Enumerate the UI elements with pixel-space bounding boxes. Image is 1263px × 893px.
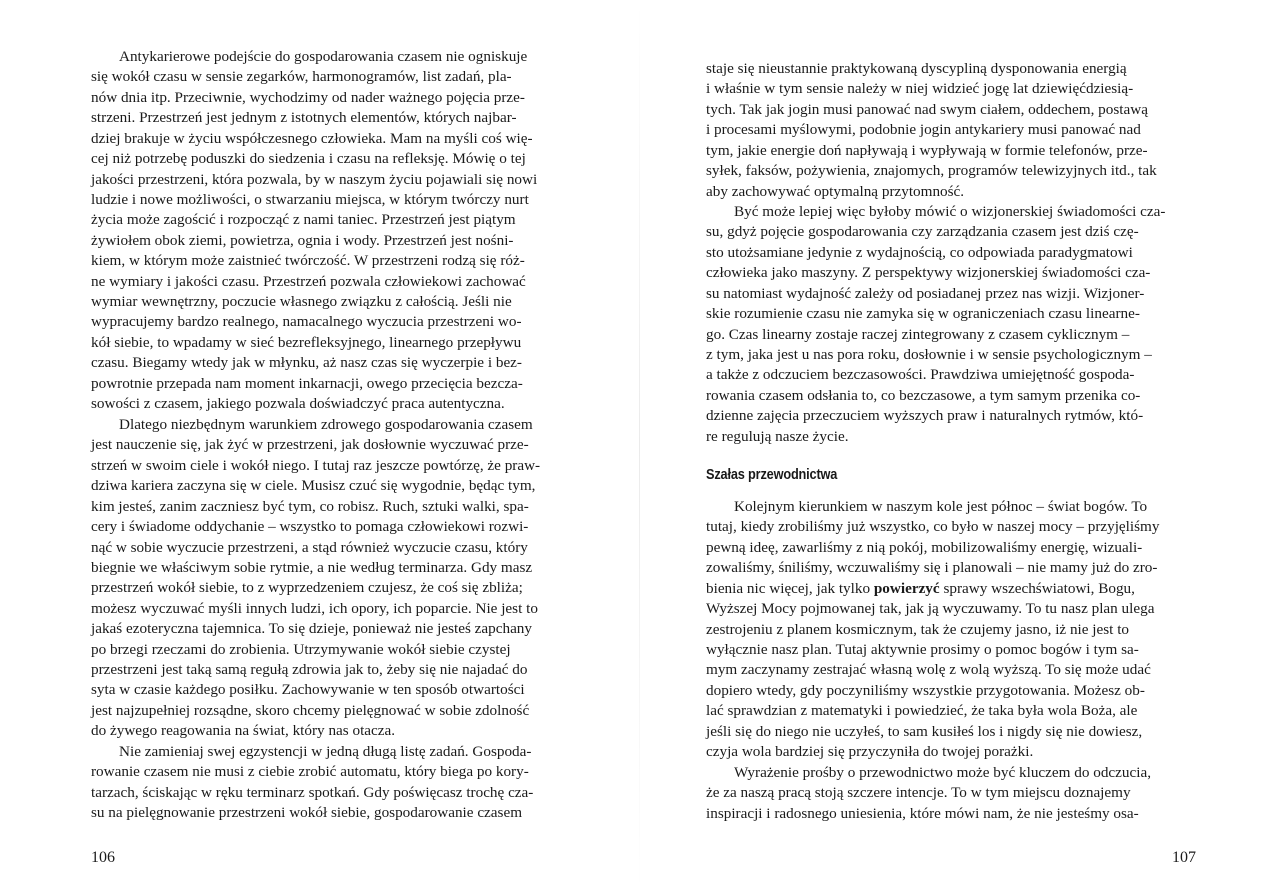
right-page	[640, 0, 1263, 893]
text-line: że za naszą pracą stoją szczere intencje. To w tym miejscu doznajemy	[706, 784, 1131, 802]
text-line: lać sprawdzian z matematyki i powiedzieć, że taka była wola Boża, ale	[706, 702, 1138, 720]
text-line: dziej brakuje w życiu współczesnego człowieka. Mam na myśli coś wię-	[91, 129, 533, 147]
text-line: rowania czasem odsłania to, co bezczasowe, a tym samym przenika co-	[706, 386, 1141, 404]
section-paragraph-2	[706, 763, 1240, 824]
text-line: rowanie czasem nie musi z ciebie zrobić automatu, który biega po kory-	[91, 763, 529, 781]
text-line: inspiracji i radosnego uniesienia, które mówi nam, że nie jesteśmy osa-	[706, 804, 1139, 822]
text-line: pewną ideę, zawarliśmy z nią pokój, mobilizowaliśmy energię, wizuali-	[706, 538, 1143, 556]
text-line: su natomiast wydajność zależy od posiadanej przez nas wizji. Wizjoner-	[706, 284, 1145, 302]
text-line: przestrzeń wokół siebie, to z wyprzedzeniem czujesz, że coś się zbliża;	[91, 579, 523, 597]
text-line-with-bold	[706, 579, 1240, 599]
text-line: tutaj, kiedy zrobiliśmy już wszystko, co było w naszej mocy – przyjęliśmy	[706, 518, 1160, 536]
section-heading: Szałas przewodnictwa	[706, 467, 838, 483]
text-line: jakaś ezoteryczna tajemnica. To się dzieje, ponieważ nie jesteś zapchany	[91, 620, 532, 638]
text-line: cej niż potrzebę poduszki do siedzenia i czasu na refleksję. Mówię o tej	[91, 150, 526, 168]
text-line: Nie zamieniaj swej egzystencji w jedną długą listę zadań. Gospoda-	[119, 743, 532, 760]
text-line: ne wymiary i jakości czasu. Przestrzeń pozwala człowiekowi zachować	[91, 272, 526, 290]
text-line: czyja wola bardziej się przyczyniła do twojej porażki.	[706, 743, 1034, 761]
text-line: biegnie we właściwym sobie rytmie, a nie według terminarza. Gdy masz	[91, 558, 533, 576]
text-line: syta w czasie każdego posiłku. Zachowywanie w ten sposób otwartości	[91, 681, 525, 699]
left-paragraph-1	[91, 47, 578, 415]
text-line: cery i świadome oddychanie – wszystko to pomaga człowiekowi rozwi-	[91, 518, 529, 536]
text-line: Dlatego niezbędnym warunkiem zdrowego gospodarowania czasem	[119, 416, 533, 433]
text-line: sto utożsamiane jedynie z wydajnością, co odpowiada paradygmatowi	[706, 243, 1133, 261]
text-run: bienia nic więcej, jak tylko	[706, 579, 874, 597]
text-line: strzeni. Przestrzeń jest jednym z istotnych elementów, których najbar-	[91, 109, 517, 127]
text-line: dziwa kariera zaczyna się w ciele. Musisz czuć się wygodnie, będąc tym,	[91, 477, 536, 495]
text-line: ludzie i nowe możliwości, o stwarzaniu miejsca, w którym twórczy nurt	[91, 190, 529, 208]
text-line: po brzegi rzeczami do zrobienia. Utrzymywanie wokół siebie czystej	[91, 640, 511, 658]
text-line: su, gdyż pojęcie gospodarowania czy zarządzania czasem jest dziś czę-	[706, 223, 1139, 241]
text-line: Wyższej Mocy pojmowanej tak, jak ją wyczuwamy. To tu nasz plan ulega	[706, 600, 1155, 618]
text-line: a także z odczuciem bezczasowości. Prawdziwa umiejętność gospoda-	[706, 366, 1135, 384]
text-line: się wokół czasu w sensie zegarków, harmonogramów, list zadań, pla-	[91, 68, 512, 86]
text-line: dzienne zajęcia przeczuciem wyższych praw i naturalnych rytmów, któ-	[706, 407, 1144, 425]
right-paragraph-2	[706, 202, 1240, 447]
left-paragraph-2	[91, 415, 578, 742]
text-line: jakości przestrzeni, która pozwala, by w naszym życiu pojawiali się nowi	[91, 170, 538, 188]
text-line: Kolejnym kierunkiem w naszym kole jest północ – świat bogów. To	[734, 498, 1148, 515]
left-paragraph-3	[91, 742, 578, 824]
text-line: nąć w sobie wyczucie przestrzeni, a stąd również wyczucie czasu, który	[91, 538, 528, 556]
text-line: przestrzeni jest taką samą regułą zdrowia jak to, żeby się nie najadać do	[91, 661, 528, 679]
text-line: żywiołem obok ziemi, powietrza, ognia i wody. Przestrzeń jest nośni-	[91, 231, 514, 249]
text-line: zestrojeniu z planem kosmicznym, tak że czujemy jasno, iż nie jest to	[706, 620, 1130, 638]
text-line: i procesami myślowymi, podobnie jogin antykariery musi panować nad	[706, 121, 1141, 139]
text-line: wypracujemy bardzo realnego, namacalnego wyczucia przestrzeni wo-	[91, 313, 522, 331]
right-paragraph-1	[706, 59, 1240, 202]
text-line: kim jesteś, zanim zaczniesz być tym, co robisz. Ruch, sztuki walki, spa-	[91, 497, 529, 515]
text-line: tym, jakie energie doń napływają i wypływają w formie telefonów, prze-	[706, 141, 1148, 159]
text-line: sowości z czasem, jakiego pozwala doświadczyć praca autentyczna.	[91, 395, 505, 413]
text-line: i właśnie w tym sensie należy w niej widzieć jogę lat dziewięćdziesią-	[706, 80, 1134, 98]
text-line: powrotnie przepada nam moment inkarnacji, owego przecięcia bezcza-	[91, 374, 523, 392]
text-line: zowaliśmy, śniliśmy, wczuwaliśmy się i planowali – nie mamy już do zro-	[706, 559, 1158, 577]
page-number: 107	[1172, 849, 1196, 866]
text-line: Być może lepiej więc byłoby mówić o wizjonerskiej świadomości cza-	[734, 203, 1166, 220]
text-line: kół siebie, to wpadamy w sieć bezrefleksyjnego, linearnego przepływu	[91, 333, 522, 351]
text-line: tarzach, ściskając w ręku terminarz spotkań. Gdy poświęcasz trochę cza-	[91, 783, 534, 801]
text-line: człowieka jako maszyny. Z perspektywy wizjonerskiej świadomości cza-	[706, 264, 1151, 282]
section-paragraph-1	[706, 497, 1240, 762]
text-line: czasu. Biegamy wtedy jak w młynku, aż nasz czas się wyczerpie i bez-	[91, 354, 522, 372]
text-line: strzeń w swoim ciele i wokół niego. I tutaj raz jeszcze powtórzę, że praw-	[91, 456, 541, 474]
page-number: 106	[91, 849, 115, 866]
text-line: możesz wyczuwać myśli innych ludzi, ich opory, ich poparcie. Nie jest to	[91, 599, 538, 617]
text-line: Antykarierowe podejście do gospodarowania czasem nie ogniskuje	[119, 48, 528, 65]
text-line: jest najzupełniej rozsądne, skoro chcemy pielęgnować w sobie zdolność	[91, 701, 530, 719]
text-line: Wyrażenie prośby o przewodnictwo może być kluczem do odczucia,	[734, 764, 1151, 781]
text-line: wymiar wewnętrzny, poczucie własnego związku z całością. Jeśli nie	[91, 293, 512, 311]
text-line: życia może zagościć i rozpocząć z nami taniec. Przestrzeń jest piątym	[91, 211, 516, 229]
text-line: staje się nieustannie praktykowaną dyscypliną dysponowania energią	[706, 60, 1127, 77]
text-line: mym zaczynamy zestrajać własną wolę z wolą wyższą. To się może udać	[706, 661, 1151, 679]
text-line: kiem, w którym może zaistnieć twórczość. W przestrzeni rodzą się róż-	[91, 252, 525, 270]
text-line: z tym, jaka jest u nas pora roku, dosłownie i w sensie psychologicznym –	[706, 345, 1152, 363]
text-line: wyłącznie nasz plan. Tutaj aktywnie prosimy o pomoc bogów i tym sa-	[706, 640, 1139, 658]
text-line: do żywego reagowania na świat, który nas otacza.	[91, 722, 396, 740]
text-line: su na pielęgnowanie przestrzeni wokół siebie, gospodarowanie czasem	[91, 804, 523, 822]
text-line: go. Czas linearny zostaje raczej zintegrowany z czasem cyklicznym –	[706, 325, 1130, 343]
text-line: tych. Tak jak jogin musi panować nad swym ciałem, oddechem, postawą	[706, 100, 1148, 118]
text-run: sprawy wszechświatowi, Bogu,	[939, 579, 1135, 597]
text-line: skie rozumienie czasu nie zamyka się w ograniczeniach czasu linearne-	[706, 305, 1140, 323]
text-line: nów dnia itp. Przeciwnie, wychodzimy od nader ważnego pojęcia prze-	[91, 88, 525, 106]
bold-word: powierzyć	[873, 579, 940, 597]
text-line: re regulują nasze życie.	[706, 427, 849, 445]
text-line: jest nauczenie się, jak żyć w przestrzeni, jak dosłownie wyczuwać prze-	[91, 436, 529, 454]
text-line: jeśli się do niego nie uczyłeś, to sam kusiłeś los i nigdy się nie dowiesz,	[706, 722, 1143, 740]
text-line: aby zachowywać optymalną przytomność.	[706, 182, 965, 200]
text-line: dopiero wtedy, gdy poczyniliśmy wszystkie przygotowania. Możesz ob-	[706, 681, 1145, 699]
text-line: syłek, faksów, pożywienia, znajomych, programów telewizyjnych itd., tak	[706, 162, 1157, 180]
